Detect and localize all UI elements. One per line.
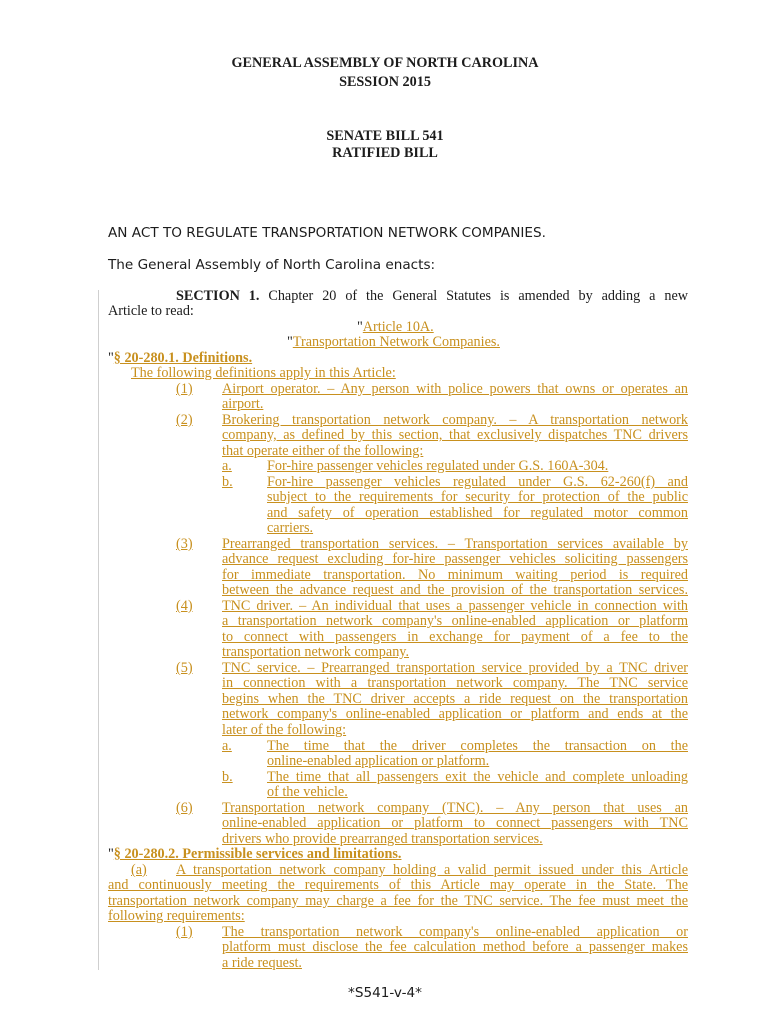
definition-text-line: airport. (222, 396, 264, 412)
enacting-clause: The General Assembly of North Carolina enacts: (108, 257, 436, 273)
left-margin-line (98, 290, 99, 970)
definition-brokering-tnc: Brokering transportation network company. – A transportation network (222, 412, 688, 428)
section-heading-text: § 20-280.1. Definitions. (113, 350, 253, 366)
section-1-line-2: Article to read: (108, 303, 194, 319)
subitem-text: of the vehicle. (267, 784, 348, 800)
definition-text-line: online-enabled application or platform to connect passengers with TNC (222, 815, 688, 831)
definition-text-line: for immediate transportation. No minimum waiting period is required (222, 567, 688, 583)
definition-number: (6) (176, 800, 193, 816)
definition-airport-operator: Airport operator. – Any person with police powers that owns or operates an (222, 381, 688, 397)
definition-text-line: advance request excluding for-hire passenger vehicles soliciting passengers (222, 551, 688, 567)
subitem-text: For-hire passenger vehicles regulated under G.S. 62-260(f) and (267, 474, 688, 490)
definition-text-line: drivers who provide prearranged transportation services. (222, 831, 543, 847)
subitem-letter: a. (222, 458, 232, 474)
subitem-text: subject to the requirements for security for protection of the public (267, 489, 688, 505)
subsection-letter: (a) (131, 862, 147, 878)
subitem-text: carriers. (267, 520, 314, 536)
definition-text-line: network company's online-enabled application or platform and ends at the (222, 706, 688, 722)
subitem-letter: a. (222, 738, 232, 754)
definition-tnc-driver: TNC driver. – An individual that uses a passenger vehicle in connection with (222, 598, 688, 614)
definition-number: (3) (176, 536, 193, 552)
definition-number: (5) (176, 660, 193, 676)
requirement-number: (1) (176, 924, 193, 940)
bill-status: RATIFIED BILL (332, 145, 438, 161)
section-1-line-1 (176, 289, 688, 305)
definition-tnc: Transportation network company (TNC). – Any person that uses an (222, 800, 688, 816)
act-title: AN ACT TO REGULATE TRANSPORTATION NETWORK COMPANIES. (108, 225, 546, 241)
definition-number: (4) (176, 598, 193, 614)
definition-text-line: later of the following: (222, 722, 347, 738)
subsection-text-line: following requirements: (108, 908, 245, 924)
subitem-text: and safety of operation established for regulated motor common (267, 505, 688, 521)
definition-text-line: transportation network company. (222, 644, 410, 660)
article-number-text: Article 10A. (362, 319, 434, 335)
subitem-letter: b. (222, 769, 233, 785)
definitions-intro: The following definitions apply in this Article: (131, 365, 396, 381)
subsection-text-line: and continuously meeting the requirements of this Article may operate in the State. The (108, 877, 688, 893)
quote-mark: " (357, 319, 363, 335)
definition-text-line: that operate either of the following: (222, 443, 424, 459)
article-name (287, 335, 500, 351)
subitem-letter: b. (222, 474, 233, 490)
definition-tnc-service: TNC service. – Prearranged transportation service provided by a TNC driver (222, 660, 688, 676)
definition-text-line: between the advance request and the provision of the transportation services. (222, 582, 688, 598)
requirement-text: The transportation network company's online-enabled application or (222, 924, 688, 940)
article-name-text: Transportation Network Companies. (292, 334, 500, 350)
subsection-a-text: A transportation network company holding a valid permit issued under this Article (176, 862, 688, 878)
definition-text-line: in connection with a transportation network company. The TNC service (222, 675, 688, 691)
quote-mark: " (287, 334, 293, 350)
requirement-text: platform must disclose the fee calculation method before a passenger makes (222, 939, 688, 955)
section-1-text: Chapter 20 of the General Statutes is amended by adding a new (268, 288, 689, 304)
bill-number: SENATE BILL 541 (326, 128, 444, 144)
subitem-text: For-hire passenger vehicles regulated under G.S. 160A-304. (267, 458, 609, 474)
session-title: SESSION 2015 (339, 74, 431, 90)
quote-mark: " (108, 350, 114, 366)
definition-text-line: company, as defined by this section, that exclusively dispatches TNC drivers (222, 427, 688, 443)
assembly-title: GENERAL ASSEMBLY OF NORTH CAROLINA (231, 55, 539, 71)
section-20-280-2-heading (108, 847, 401, 863)
subsection-text-line: transportation network company may charge a fee for the TNC service. The fee must meet the (108, 893, 688, 909)
subitem-text: online-enabled application or platform. (267, 753, 490, 769)
definition-number: (2) (176, 412, 193, 428)
definition-text-line: a transportation network company's online-enabled application or platform (222, 613, 688, 629)
document-footer-code: *S541-v-4* (348, 985, 422, 1001)
section-heading-text: § 20-280.2. Permissible services and limitations. (113, 846, 402, 862)
definition-number: (1) (176, 381, 193, 397)
requirement-text: a ride request. (222, 955, 302, 971)
quote-mark: " (108, 846, 114, 862)
definition-text-line: to connect with passengers in exchange for payment of a fee to the (222, 629, 688, 645)
section-1-label: SECTION 1. (176, 288, 260, 304)
definition-prearranged-services: Prearranged transportation services. – Transportation services available by (222, 536, 688, 552)
definition-text-line: begins when the TNC driver accepts a ride request on the transportation (222, 691, 688, 707)
subitem-text: The time that all passengers exit the vehicle and complete unloading (267, 769, 688, 785)
subitem-text: The time that the driver completes the transaction on the (267, 738, 688, 754)
